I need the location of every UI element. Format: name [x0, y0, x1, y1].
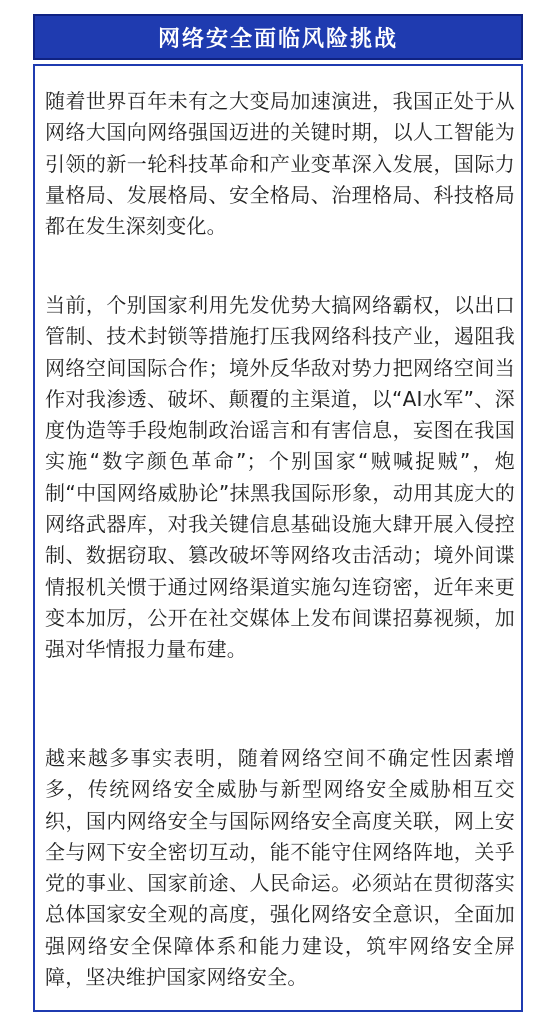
title-banner: [33, 14, 523, 60]
page-title: 网络安全面临风险挑战: [157, 26, 398, 52]
paragraph-1: 随着世界百年未有之大变局加速演进，我国正处于从网络大国向网络强国迈进的关键时期，以人工智能为引领的新一轮科技革命和产业变革深入发展，国际力量格局、发展格局、安全格局、治理格局、科技格局都在发生深刻变化。: [45, 89, 515, 239]
paragraph-2: 当前，个别国家利用先发优势大搞网络霸权，以出口管制、技术封锁等措施打压我网络科技产业，遏阻我网络空间国际合作；境外反华敌对势力把网络空间当作对我渗透、破坏、颠覆的主渠道，以“AI水军”、深度伪造等手段炮制政治谣言和有害信息，妄图在我国实施“数字颜色革命”；个别国家“贼喊捉贼”，炮制“中国网络威胁论”抹黑我国际形象，动用其庞大的网络武器库，对我关键信息基础设施大肆开展入侵控制、数据窃取、篡改破坏等网络攻击活动；境外间谍情报机关惯于通过网络渠道实施勾连窃密，近年来更变本加厉，公开在社交媒体上发布间谍招募视频，加强对华情报力量布建。: [45, 293, 515, 662]
paragraph-3: 越来越多事实表明，随着网络空间不确定性因素增多，传统网络安全威胁与新型网络安全威胁相互交织，国内网络安全与国际网络安全高度关联，网上安全与网下安全密切互动，能不能守住网络阵地，关乎党的事业、国家前途、人民命运。必须站在贯彻落实总体国家安全观的高度，强化网络安全意识，全面加强网络安全保障体系和能力建设，筑牢网络安全屏障，坚决维护国家网络安全。: [45, 746, 515, 990]
